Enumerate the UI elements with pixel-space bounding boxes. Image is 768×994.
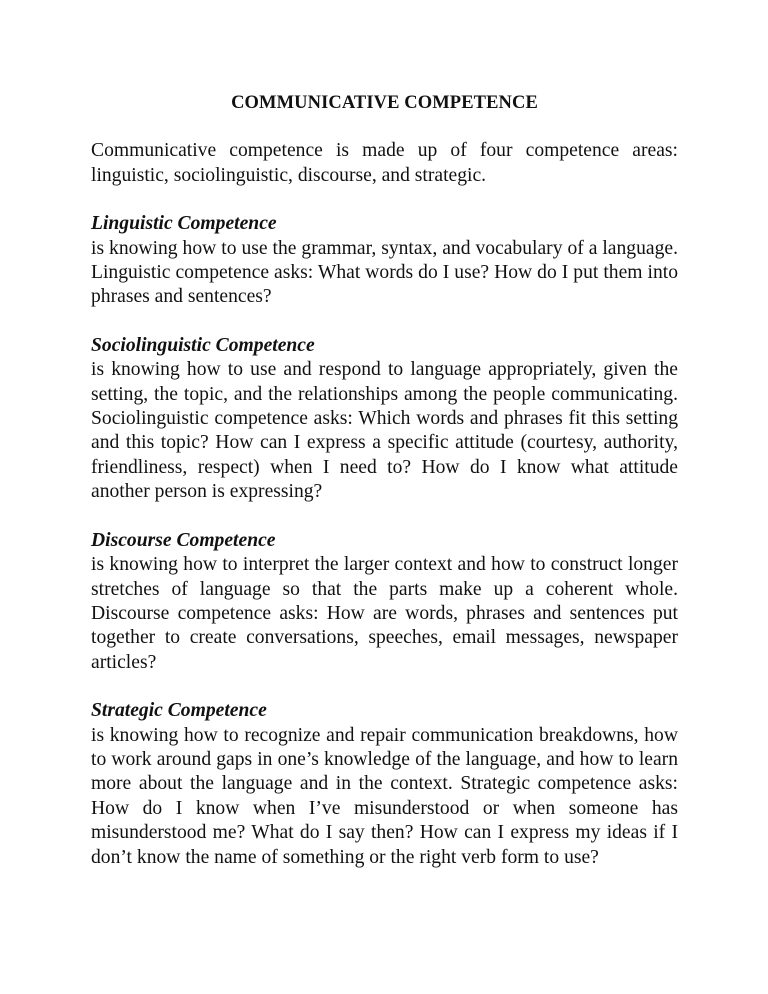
section-heading: Linguistic Competence (91, 213, 277, 235)
section-linguistic (91, 212, 678, 310)
document-page (91, 91, 678, 894)
document-title: COMMUNICATIVE COMPETENCE (231, 93, 538, 113)
intro-paragraph: Communicative competence is made up of four competence areas: linguistic, sociolinguistic, discourse, and strategic. (91, 140, 678, 186)
section-discourse (91, 529, 678, 675)
section-body: is knowing how to use the grammar, syntax, and vocabulary of a language. Linguistic competence asks: What words do I use? How do I put them into phrases and sentences? (91, 237, 678, 308)
section-heading: Discourse Competence (91, 529, 276, 551)
section-strategic (91, 699, 678, 870)
section-body: is knowing how to interpret the larger context and how to construct longer stretches of language so that the parts make up a coherent whole. Discourse competence asks: How are words, phrases and sentences put together to create conversations, speeches, email messages, newspaper articles? (91, 554, 678, 673)
section-body: is knowing how to use and respond to language appropriately, given the setting, the topic, and the relationships among the people communicating. Sociolinguistic competence asks: Which words and phrases fit this setting and this topic? How can I express a specific attitude (courtesy, authority, friendliness, respect) when I need to? How do I know what attitude another person is expressing? (91, 359, 678, 503)
section-body: is knowing how to recognize and repair communication breakdowns, how to work around gaps in one’s knowledge of the language, and how to learn more about the language and in the context. Strategic competence asks: How do I know when I’ve misunderstood or when someone has misunderstood me? What do I say then? How can I express my ideas if I don’t know the name of something or the right verb form to use? (91, 724, 678, 868)
section-heading: Sociolinguistic Competence (91, 334, 315, 356)
section-heading: Strategic Competence (91, 700, 267, 722)
section-sociolinguistic (91, 334, 678, 505)
